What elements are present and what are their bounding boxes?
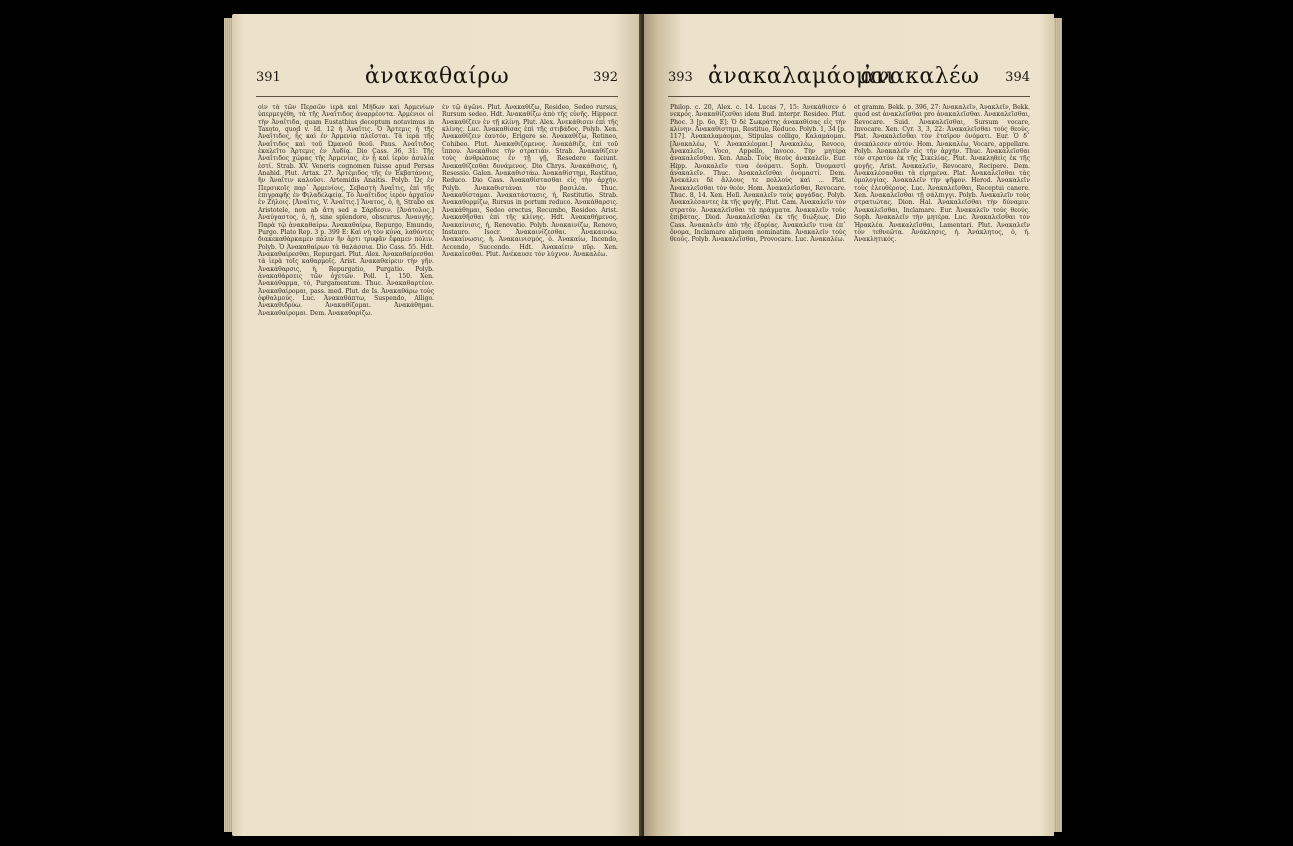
- running-headword: ἀνακαθαίρω: [364, 64, 510, 89]
- dictionary-column: [258, 104, 434, 824]
- right-page: [644, 14, 1054, 836]
- left-page: [232, 14, 642, 836]
- header-rule: [256, 96, 618, 97]
- column-text: et gramm. Bekk. p. 396, 27: Ἀνακαλεῖν, Ἀνακλεῖν, Bekk. quod est ἀνακλεῖσθαι pro ἀνακαλεῖσθαι. Ἀνακαλεῖσθαι, Revocare. Suid. Ἀνακαλεῖσθαι, Sursum vocare, Invocare. Xen. Cyr. 3, 3, 22: Ἀνακαλεῖσθαι τοὺς θεούς. Plat. Ἀνακαλεῖσθαι τὸν ἑταῖρον ὀνόματι. Eur. Ὁ δ᾽ ἀνεκάλεσεν αὐτόν. Hom. Ἀνακαλέω, Vocare, appellare. Polyb. Ἀνακαλεῖν εἰς τὴν ἀρχήν. Thuc. Ἀνακαλεῖσθαι τὸν στρατὸν ἐκ τῆς Σικελίας. Plut. Ἀνακληθεὶς ἐκ τῆς φυγῆς. Arist. Ἀνακαλεῖν, Revocare, Recipere. Dem. Ἀνακαλέσασθαι τὰ εἰρημένα. Plat. Ἀνακαλεῖσθαι τὰς ὁμολογίας. Ἀνακαλεῖν τὴν ψῆφον. Herod. Ἀνακαλεῖν τοὺς ἐλευθέρους. Luc. Ἀνακαλεῖσθαι, Receptui canere. Xen. Ἀνακαλεῖσθαι τῇ σάλπιγγι. Polyb. Ἀνακαλεῖν τοὺς στρατιώτας. Dion. Hal. Ἀνακαλεῖσθαι τὴν δύναμιν. Ἀνακαλεῖσθαι, Inclamare. Eur. Ἀνακαλεῖν τοὺς θεούς. Soph. Ἀνακαλεῖν τὴν μητέρα. Luc. Ἀνακαλεῖσθαι τὸν Ἡρακλέα. Ἀνακαλεῖσθαι, Lamentari. Plut. Ἀνακαλεῖν τὸν τεθνεῶτα. Ἀνάκλησις, ἡ. Ἀνάκλητος, ὁ, ἡ. Ἀνακλητικός.: [854, 104, 1030, 244]
- page-number: 394: [1005, 70, 1030, 85]
- column-text: οἷν τὰ τῶν Περσῶν ἱερὰ καὶ Μήδων καὶ Ἀρμενίων ὑπερμεγέθη, τὰ τῆς Ἀναΐτιδος ἀναρρέοντα. Ἀρμένιοι οἱ τὴν Ἀναΐτιδα, quam Eustathius deceptum notavimus in Taxoto, quod v. Id. 12 ἡ Ἀναΐτις. Ὁ Ἄρτεμις ἡ τῆς Ἀναΐτιδος, ἧς καὶ ἐν Ἀρμενίᾳ πλεῖσται. Tὰ ἱερὰ τῆς Ἀναΐτιδος καὶ τοῦ Ὠμανοῦ θεοῦ. Paus. Ἀναΐτιδος ἐκαλεῖτο Ἄρτεμις ἐν Λυδίᾳ. Dio Cass. 36, 31: Τῆς Ἀναΐτιδος χώρας τῆς Ἀρμενίας, ἐν ᾗ καὶ ἱερὸν ἀσυλία ἐστί. Strab. XV. Veneris cognomen fuisse apud Persas Anahid. Plut. Artax. 27. Ἀρτέμιδος τῆς ἐν Ἐκβατάνοις, ἣν Ἀναΐτιν καλοῦσι. Artemidis Anaitis. Polyb. Ὡς ἐν Περσικοῖς παρ᾽ Ἀρμενίοις, Σεβαστὴ Ἀναΐτις, ἐπὶ τῆς ἐπιγραφῆς ἐν Φιλαδελφείᾳ. Τὸ Ἀναΐτιδος ἱερὸν ἀρχαῖον ἐν Ζήλοις. [Ἀναΐτις, V. Ἀναΐτις.] Ἄνατος, ὁ, ἡ, Strabo ex Aristotele, non ab ἄτη sed a Σάρδεσιν. [Ἀνάτολος.] Ἀναύγαστος, ὁ, ἡ, sine splendore, obscurus. Ἀναυγής. Παρὰ τῷ ἀνακαθαίρω. Ἀνακαθαίρω, Repurgo, Emundo, Purgo. Plato Rep. 3 p. 399 E: Καὶ νὴ τὸν κύνα, λαθόντες διακεκαθάρκαμεν πάλιν ἣν ἄρτι τρυφᾶν ἔφαμεν πόλιν. Polyb. Ὁ Ἀνακαθαίρων τὰ θαλάσσια. Dio Cass. 55. Hdt. Ἀνακαθαίρεσθαι, Repurgari. Plut. Alex. Ἀνακαθαίρεσθαι τὰ ἱερὰ τοῖς καθαρμοῖς. Arist. Ἀνακαθαίρειν τὴν γῆν. Ἀνακάθαρσις, ἡ, Repurgatio, Purgatio. Polyb. ἀνακαθάρσεις τῶν ὀχετῶν. Poll. 1, 150. Xen. Ἀνακάθαρμα, τό, Purgamentum. Thuc. Ἀνακαθαρτέον. Ἀνακαθαίρομαι, pass. med. Plut. de Is. Ἀνακαθάρω τοὺς ὀφθαλμούς. Luc. Ἀνακαθάπτω, Suspendo, Alligo. Ἀνακαθιδρύω. Ἀνακαθίζομαι. Ἀνακάθημαι. Ἀνακαθαίρομαι. Dem. Ἀνακαθαρίζω.: [258, 104, 434, 317]
- page-edges-right: [1054, 18, 1062, 832]
- running-headword: ἀνακαλαμάομαι: [708, 64, 896, 89]
- running-headword: ἀνακαλέω: [860, 64, 980, 89]
- left-page-header: [256, 64, 618, 92]
- dictionary-column: [442, 104, 618, 824]
- right-page-header: [668, 64, 1030, 92]
- page-number: 393: [668, 70, 693, 85]
- column-text: Philop. c. 20, Alex. c. 14. Lucas 7, 15: Ἀνεκάθισεν ὁ νεκρός. Ἀνακαθίζεσθαι idem Bud. interpr. Resideo. Plut. Phoc. 3 [p. 6o, E]: Ὁ δὲ Σωκράτης ἀνακαθίσας εἰς τὴν κλίνην. Ἀνακαθίστημι, Restituo, Reduco. Polyb. 1, 34 [p. 117]. Ἀνακαλαμάομαι, Stipulas colligo, Καλαμάομαι. [Ἀνακαλέω, V. Ἀνακαλέομαι.] Ἀνακαλέω, Revoco, Ἀνακαλεῖν, Voco, Appello, Invoco. Τὴν μητέρα ἀνακαλεῖσθαι. Xen. Anab. Τοὺς θεοὺς ἀνακαλεῖν. Eur. Hipp. Ἀνακαλεῖν τινα ὀνόματι. Soph. Ὀνομαστὶ ἀνακαλεῖν. Thuc. Ἀνακαλεῖσθαι ὀνομαστί. Dem. Ἀνεκάλει δὲ ἄλλους τε πολλοὺς καὶ ... Plat. Ἀνακαλεῖσθαι τὸν θεόν. Hom. Ἀνακαλεῖσθαι, Revocare. Thuc. 8, 14. Xen. Hell. Ἀνακαλεῖν τοὺς φυγάδας. Polyb. Ἀνακαλέσαντες ἐκ τῆς φυγῆς. Plut. Cam. Ἀνακαλεῖν τὸν στρατόν. Ἀνακαλεῖσθαι τὰ πράγματα. Ἀνακαλεῖν τοὺς ἐπιβάτας. Diod. Ἀνακαλεῖσθαι ἐκ τῆς διώξεως. Dio Cass. Ἀνακαλεῖν ἀπὸ τῆς ἐξορίας. Ἀνακαλεῖν τινα ἐπ᾽ ὄνομα, Inclamare aliquem nominatim. Ἀνακαλεῖν τοὺς θεούς. Polyb. Ἀνακαλεῖσθαι, Provocare. Luc. Ἀνακαλέω.: [670, 104, 846, 244]
- page-edges-left: [224, 18, 232, 832]
- header-rule: [668, 96, 1030, 97]
- page-number: 391: [256, 70, 281, 85]
- dictionary-column: [670, 104, 846, 824]
- dictionary-column: [854, 104, 1030, 824]
- column-text: ἐν τῷ ἀγῶνι. Plut. Ἀνακαθίζω, Resideo, Sedeo rursus, Rursum sedeo. Hdt. Ἀνακαθίζω ἀπὸ τῆς εὐνῆς. Hippocr. Ἀνακαθίζειν ἐν τῇ κλίνῃ. Plut. Alex. Ἀνεκάθισεν ἐπὶ τῆς κλίνης. Luc. Ἀνακαθίσας ἐπὶ τῆς στιβάδος. Polyb. Xen. Ἀνακαθίζειν ἐαυτόν, Erigere se. Ἀνακαθίζω, Retineo, Cohibeo. Plut. Ἀνακαθιζόμενος. Ἀνακάθιζε, ἐπὶ τοῦ ἵππου. Ἀνεκάθισε τὴν στρατιάν. Strab. Ἀνακαθίζειν τοὺς ἀνθρώπους ἐν τῇ γῇ, Resedere faciunt. Ἀνακαθίζεσθαι δυνάμενος. Dio Chrys. Ἀνακάθισις, ἡ, Resessio. Galen. Ἀνακαθιστάω. Ἀνακαθίστημι, Restituo, Reduco. Dio Cass. Ἀνακαθίστασθαι εἰς τὴν ἀρχήν. Polyb. Ἀνακαθιστάναι τὸν βασιλέα. Thuc. Ἀνακαθίσταμαι. Ἀνακατάστασις, ἡ, Restitutio. Strab. Ἀνακαθορμίζω, Rursus in portum reduco. Ἀνακάθαρσις. Ἀνακάθημαι, Sedeo erectus, Recumbo, Resideo. Arist. Ἀνακαθῆσθαι ἐπὶ τῆς κλίνης. Hdt. Ἀνακαθήμενος. Ἀνακαίνισις, ἡ, Renovatio. Polyb. Ἀνακαινίζω, Renovo, Instauro. Isocr. Ἀνακαινίζεσθαι. Ἀνακαινόω. Ἀνακαίνωσις, ἡ. Ἀνακαινισμός, ὁ. Ἀνακαίω, Incendo, Accendo, Succendo. Hdt. Ἀνακαίειν πῦρ. Xen. Ἀνακαίεσθαι. Plut. Ἀνέκαυσε τὸν λύχνον. Ἀνακαλέω.: [442, 104, 618, 258]
- page-number: 392: [593, 70, 618, 85]
